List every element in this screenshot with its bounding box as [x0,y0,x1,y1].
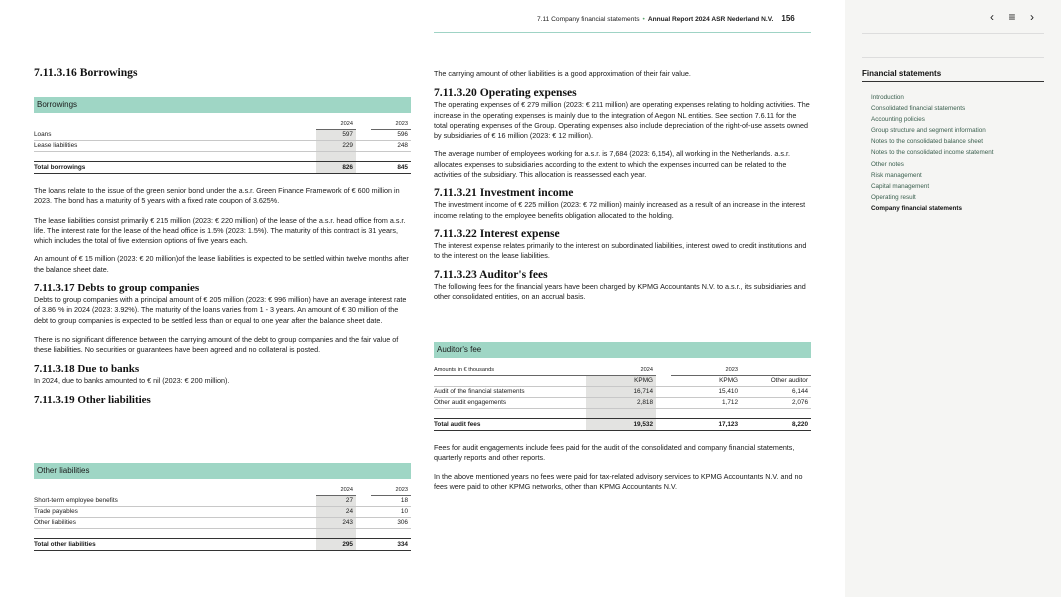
row-label: Loans [34,130,313,141]
year-2023: 2023 [371,120,411,130]
sidebar-item-introduction[interactable]: Introduction [871,94,904,101]
row-value-2023: 306 [371,518,411,529]
chevron-right-icon[interactable]: › [1030,10,1034,24]
sidebar-panel [845,0,1061,597]
total-value-2023: 845 [371,162,411,174]
total-value-2023: 334 [371,539,411,551]
total-label: Total other liabilities [34,539,313,551]
row-value-2024: 229 [316,141,356,152]
total-value-a: 19,532 [586,419,656,431]
paragraph: The lease liabilities consist primarily € 215 million (2023: € 220 million) of the lease of the a.s.r. head office from a.s.r. life. The interest rate for the lease of the head office is 1.5% (2023: 1.5%). The maturity of this contract is 31 years, which includes the total of five extension options of five years each. [34,215,406,246]
row-label: Other audit engagements [434,398,586,409]
table-row [34,507,411,518]
table-header-row [434,376,811,387]
sidebar-title[interactable]: Financial statements [862,69,942,78]
sidebar-divider [862,57,1044,58]
sidebar-item-capital-management[interactable]: Capital management [871,182,930,190]
paragraph: In the above mentioned years no fees were paid for tax-related advisory services to KPMG Accountants N.V. and no fees were paid to other KPMG networks, other than KPMG Accountants N.V. [434,471,803,491]
table-total-row [434,419,811,431]
row-value-a: 16,714 [586,387,656,398]
borrowings-table [34,120,411,174]
sidebar-item-company-financial-statements[interactable]: Company financial statements [871,204,962,212]
table-total-row [34,162,411,174]
total-value-b: 17,123 [671,419,741,431]
row-value-b: 1,712 [671,398,741,409]
sidebar-divider [862,33,1044,34]
borrowings-table-title: Borrowings [34,97,411,113]
year-2024: 2024 [316,486,356,496]
table-row [434,387,811,398]
other-liabilities-block [34,463,411,551]
paragraph: The interest expense relates primarily to the interest on subordinated liabilities, interest owed to credit institutions and to the interest on the lease liabilities. [434,240,807,261]
total-label: Total borrowings [34,162,313,174]
page-navigation [982,10,1042,24]
paragraph: The loans relate to the issue of the green senior bond under the a.s.r. Green Finance Framework of € 600 million in 2023. The bond has a maturity of 5 years with a fixed rate coupon of 3.625%. [34,186,400,206]
auditors-fees-heading: 7.11.3.23 Auditor's fees [434,267,548,281]
year-2024: 2024 [586,366,656,376]
col-kpmg-2023: KPMG [671,376,741,387]
sidebar-item-accounting-policies[interactable]: Accounting policies [871,116,925,124]
auditor-fee-table-title: Auditor's fee [434,342,811,358]
page-header [537,14,795,23]
row-value-2024: 24 [316,507,356,518]
paragraph: Fees for audit engagements include fees paid for the audit of the consolidated and company financial statements, quarterly reports and other reports. [434,443,795,463]
row-value-a: 2,818 [586,398,656,409]
row-label: Short-term employee benefits [34,496,313,507]
sidebar-item-other-notes[interactable]: Other notes [871,160,904,168]
sidebar-item-notes-balance-sheet[interactable]: Notes to the consolidated balance sheet [871,138,984,146]
other-liabilities-table [34,486,411,551]
row-value-b: 15,410 [671,387,741,398]
col-kpmg-2024: KPMG [586,376,656,387]
auditor-fee-table [434,366,811,431]
borrowings-heading: 7.11.3.16 Borrowings [34,66,138,79]
paragraph: In 2024, due to banks amounted to € nil (2023: € 200 million). [34,375,230,385]
total-value-c: 8,220 [741,419,811,431]
total-value-2024: 295 [316,539,356,551]
table-year-row [34,120,411,130]
amounts-unit: Amounts in € thousands [434,366,586,376]
paragraph: The operating expenses of € 279 million (2023: € 211 million) are operating expenses relating to holding activities. The increase in the operating expenses is mainly due to the integration of Aegon NL entities. See section 7.6.11 for the total operating expenses of the Group. Operating expenses also include depreciation of the right-of-use assets owned by subsidiaries of € 16 million (2023: € 12 million). [434,100,810,141]
chevron-left-icon[interactable]: ‹ [990,10,994,24]
year-2023: 2023 [671,366,741,376]
header-divider [434,32,811,33]
row-value-2024: 27 [316,496,356,507]
sidebar-item-risk-management[interactable]: Risk management [871,171,922,179]
table-row [34,130,411,141]
page-number: 156 [781,14,795,23]
col-other-auditor: Other auditor [741,376,811,387]
other-liabilities-heading: 7.11.3.19 Other liabilities [34,393,151,406]
year-2024: 2024 [316,120,356,130]
row-value-c: 6,144 [741,387,811,398]
paragraph: The carrying amount of other liabilities is a good approximation of their fair value. [434,69,691,78]
paragraph: The following fees for the financial years have been charged by KPMG Accountants N.V. to a.s.r., its subsidiaries and other consolidated entities, on an accrual basis. [434,281,806,301]
header-report-title: Annual Report 2024 ASR Nederland N.V. [647,16,774,23]
year-2023: 2023 [371,486,411,496]
table-total-row [34,539,411,551]
left-column [34,66,411,407]
paragraph: Debts to group companies with a principal amount of € 205 million (2023: € 996 million) have an average interest rate of 3.86 % in 2024 (2023: 3.92%). The maturity of the loans varies from 1 - 3 years. An amount of € 30 million of the debt to group companies is expected to be settled less than or equal to one year after the balance sheet date. [34,295,407,325]
sidebar-nav-list [871,92,994,214]
row-value-c: 2,076 [741,398,811,409]
operating-expenses-heading: 7.11.3.20 Operating expenses [434,86,577,100]
row-label: Trade payables [34,507,313,518]
other-liabilities-table-title: Other liabilities [34,463,411,479]
auditor-fee-block [434,342,811,492]
row-label: Lease liabilities [34,141,313,152]
header-bullet-icon: • [642,16,645,23]
row-value-2023: 248 [371,141,411,152]
row-value-2024: 243 [316,518,356,529]
row-value-2023: 596 [371,130,411,141]
row-value-2023: 18 [371,496,411,507]
sidebar-item-notes-income-statement[interactable]: Notes to the consolidated income statement [871,149,994,157]
total-label: Total audit fees [434,419,586,431]
row-value-2023: 10 [371,507,411,518]
row-label: Other liabilities [34,518,313,529]
investment-income-heading: 7.11.3.21 Investment income [434,186,574,200]
interest-expense-heading: 7.11.3.22 Interest expense [434,226,560,240]
table-year-row [34,486,411,496]
sidebar-item-group-structure[interactable]: Group structure and segment information [871,127,986,135]
header-section: 7.11 Company financial statements [537,16,640,23]
table-year-row [434,366,811,376]
table-row [34,141,411,152]
sidebar-item-operating-result[interactable]: Operating result [871,193,916,201]
table-row [34,496,411,507]
paragraph: An amount of € 15 million (2023: € 20 million)of the lease liabilities is expected to be settled within twelve months after the balance sheet date. [34,254,409,274]
paragraph: The investment income of € 225 million (2023: € 72 million) mainly increased as a result of an increase in the interest income relating to the employee benefits obligation allocated to the holding. [434,200,806,220]
paragraph: There is no significant difference between the carrying amount of the debt to group companies and the fair value of these liabilities. No securities or guarantees have been agreed and no collateral is posted. [34,334,399,355]
banks-heading: 7.11.3.18 Due to banks [34,362,140,375]
table-row [434,398,811,409]
right-column [434,69,811,302]
row-value-2024: 597 [316,130,356,141]
row-label: Audit of the financial statements [434,387,586,398]
paragraph: The average number of employees working for a.s.r. is 7,684 (2023: 6,154), all working in the Netherlands. a.s.r. allocates expenses to subsidiaries according to the extent to which the expenses incurred can be related to the activities of the subsidiary. This allocation is reassessed each year. [434,149,790,180]
table-row [34,518,411,529]
menu-icon[interactable]: ≡ [1008,10,1016,24]
sidebar-item-consolidated-financial-statements[interactable]: Consolidated financial statements [871,105,966,113]
sidebar-title-underline [862,81,1044,82]
debts-heading: 7.11.3.17 Debts to group companies [34,282,200,295]
total-value-2024: 826 [316,162,356,174]
